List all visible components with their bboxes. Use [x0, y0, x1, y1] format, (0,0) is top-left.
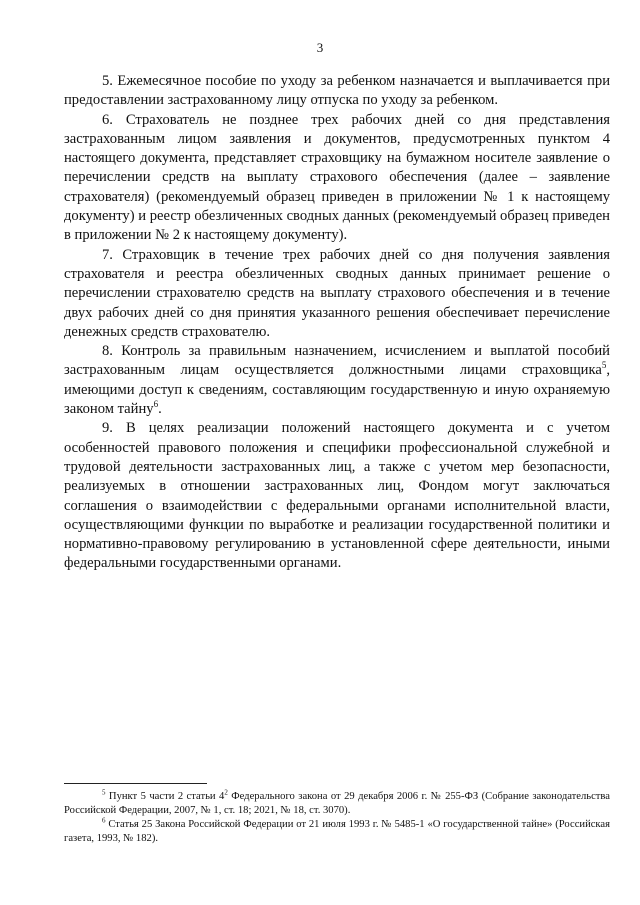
- paragraph-8: [64, 342, 610, 419]
- footnote-5-text-b: Федерального закона от 29 декабря 2006 г. № 255-ФЗ (Собрание законодательства Российской Федерации, 2007, № 1, ст. 18; 2021, № 18, ст. 3070).: [64, 791, 610, 816]
- footnote-separator: [64, 783, 207, 784]
- paragraph-8-text-c: .: [158, 401, 162, 418]
- footnote-6-text: Статья 25 Закона Российской Федерации от 21 июля 1993 г. № 5485-1 «О государственной тайне» (Российская газета, 1993, № 182).: [64, 819, 610, 844]
- paragraph-6: 6. Страхователь не позднее трех рабочих дней со дня представления застрахованным лицом заявления и документов, предусмотренных пунктом 4 настоящего документа, представляет страховщику на бумажном носителе заявление о перечислении средств на выплату страхового обеспечения (далее – заявление страхователя) (рекомендуемый образец приведен в приложении № 1 к настоящему документу) и реестр обезличенных сводных данных (рекомендуемый образец приведен в приложении № 2 к настоящему документу).: [64, 111, 610, 244]
- footnote-ref-5[interactable]: 5: [601, 360, 607, 371]
- document-body: [64, 72, 610, 574]
- paragraph-7: 7. Страховщик в течение трех рабочих дней со дня получения заявления страхователя и реестра обезличенных сводных данных принимает решение о перечислении страхователю средств на выплату страхового обеспечения и в течение двух рабочих дней со дня принятия указанного решения обеспечивает перечисление денежных средств страхователю.: [64, 246, 610, 340]
- footnote-mark-6: 6: [102, 816, 106, 825]
- paragraph-9: 9. В целях реализации положений настоящего документа и с учетом особенностей правового положения и специфики профессиональной служебной и трудовой деятельности застрахованных лиц, а также с учетом мер безопасности, реализуемых в отношении застрахованных лиц, Фондом могут заключаться соглашения о взаимодействии с федеральными органами исполнительной власти, осуществляющими функции по выработке и реализации государственной политики и нормативно-правовому регулированию в установленной сфере деятельности, иными федеральными государственными органами.: [64, 420, 610, 572]
- footnote-6: [64, 818, 610, 846]
- footnote-ref-6[interactable]: 6: [153, 399, 159, 410]
- page-number: 3: [316, 40, 324, 55]
- paragraph-5: 5. Ежемесячное пособие по уходу за ребенком назначается и выплачивается при предоставлении застрахованному лицу отпуска по уходу за ребенком.: [64, 73, 610, 109]
- paragraph-8-text-b: , имеющими доступ к сведениям, составляющим государственную и иную охраняемую законом тайну: [64, 362, 610, 418]
- footnote-5: [64, 790, 610, 818]
- footnote-5-text-a: Пункт 5 части 2 статьи 4: [105, 791, 225, 802]
- footnotes: [64, 790, 610, 846]
- footnote-5-superscript: 2: [224, 788, 228, 797]
- paragraph-8-text-a: 8. Контроль за правильным назначением, исчислением и выплатой пособий застрахованным лицам осуществляется должностными лицами страховщика: [64, 343, 610, 379]
- footnote-mark-5: 5: [102, 788, 106, 797]
